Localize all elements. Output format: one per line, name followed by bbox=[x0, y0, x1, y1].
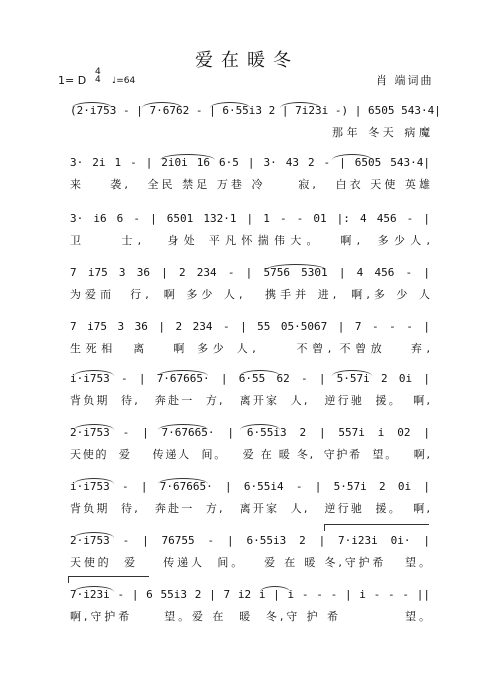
lyrics-line: 那年 冬天 病魔 bbox=[332, 126, 430, 139]
slur bbox=[240, 370, 280, 376]
slur bbox=[158, 424, 208, 430]
lyrics-line: 背负期 待, 奔赴一 方, 离开家 人, 逆行驰 援。 啊, bbox=[70, 502, 430, 515]
tempo-marking: ♩=64 bbox=[112, 76, 136, 86]
slur bbox=[266, 264, 326, 270]
slur bbox=[74, 586, 114, 592]
score-system bbox=[70, 320, 430, 362]
notation-line: 7·i23i - | 6 55i3 2 | 7 i2 i | i - - - | i - - - || bbox=[70, 588, 430, 601]
slur bbox=[74, 478, 114, 484]
notation-line: 3· i6 6 - | 6501 132·1 | 1 - - 01 |: 4 456 - | bbox=[70, 212, 430, 225]
notation-line: 2·i753 - | 7·67665· | 6·55i3 2 | 557i i 02 | bbox=[70, 426, 430, 439]
slur bbox=[210, 102, 250, 108]
slur bbox=[240, 424, 280, 430]
meter-top: 4 bbox=[95, 67, 101, 77]
slur bbox=[332, 370, 372, 376]
score-system bbox=[70, 104, 441, 146]
slur bbox=[72, 102, 112, 108]
score-system bbox=[70, 372, 430, 414]
composer-credit: 肖 端词曲 bbox=[376, 74, 434, 87]
score-system bbox=[70, 426, 430, 468]
song-title: 爱在暖冬 bbox=[195, 50, 299, 71]
lyrics-line: 啊,守护希 望。爱 在 暖 冬,守 护 希 望。 bbox=[70, 610, 430, 623]
notation-line: i·i753 - | 7·67665· | 6·55i4 - | 5·57i 2 0i | bbox=[70, 480, 430, 493]
lyrics-line: 天使的 爱 传递人 间。 爱 在 暖 冬,守护希 望。 bbox=[70, 556, 430, 569]
notation-line: (2·i753 - | 7·6762 - | 6·55i3 2 | 7i23i -) | 6505 543·4| bbox=[70, 104, 441, 117]
slur bbox=[280, 102, 320, 108]
key-signature: 1= D bbox=[58, 74, 87, 87]
meter-bottom: 4 bbox=[95, 75, 101, 85]
lyrics-line: 天使的 爱 传递人 间。 爱 在 暖 冬, 守护希 望。 啊, bbox=[70, 448, 430, 461]
lyrics-line: 来 袭, 全民 禁足 万巷 冷 寂, 白衣 天使 英雄 bbox=[70, 178, 430, 191]
slur bbox=[160, 154, 215, 160]
slur bbox=[142, 102, 182, 108]
volta-bracket bbox=[68, 576, 149, 583]
notation-line: i·i753 - | 7·67665· | 6·55 62 - | 5·57i 2 0i | bbox=[70, 372, 430, 385]
slur bbox=[332, 154, 372, 160]
score-system bbox=[70, 534, 430, 576]
score-system bbox=[70, 156, 430, 198]
time-signature bbox=[95, 68, 101, 84]
slur bbox=[158, 478, 208, 484]
notation-line: 7 i75 3 36 | 2 234 - | 5756 5301 | 4 456 - | bbox=[70, 266, 430, 279]
notation-line: 7 i75 3 36 | 2 234 - | 55 05·5067 | 7 - - - | bbox=[70, 320, 430, 333]
slur bbox=[74, 424, 114, 430]
volta-bracket bbox=[324, 524, 429, 531]
lyrics-line: 为爱而 行, 啊 多少 人, 携手并 进, 啊,多 少 人 bbox=[70, 288, 430, 301]
slur bbox=[74, 370, 114, 376]
slur bbox=[74, 532, 114, 538]
slur bbox=[260, 586, 290, 592]
notation-line: 3· 2i 1 - | 2i0i 16 6·5 | 3· 43 2 - | 6505 543·4| bbox=[70, 156, 430, 169]
score-system bbox=[70, 212, 430, 254]
lyrics-line: 背负期 待, 奔赴一 方, 离开家 人, 逆行驰 援。 啊, bbox=[70, 394, 430, 407]
lyrics-line: 生死相 离 啊 多少 人, 不曾, 不曾放 弃, bbox=[70, 342, 430, 355]
score-system bbox=[70, 266, 430, 308]
slur bbox=[158, 370, 208, 376]
lyrics-line: 卫 士, 身处 平凡怀揣伟大。 啊, 多少人, bbox=[70, 234, 430, 247]
notation-line: 2·i753 - | 76755 - | 6·55i3 2 | 7·i23i 0i· | bbox=[70, 534, 430, 547]
score-system bbox=[70, 588, 430, 630]
score-system bbox=[70, 480, 430, 522]
